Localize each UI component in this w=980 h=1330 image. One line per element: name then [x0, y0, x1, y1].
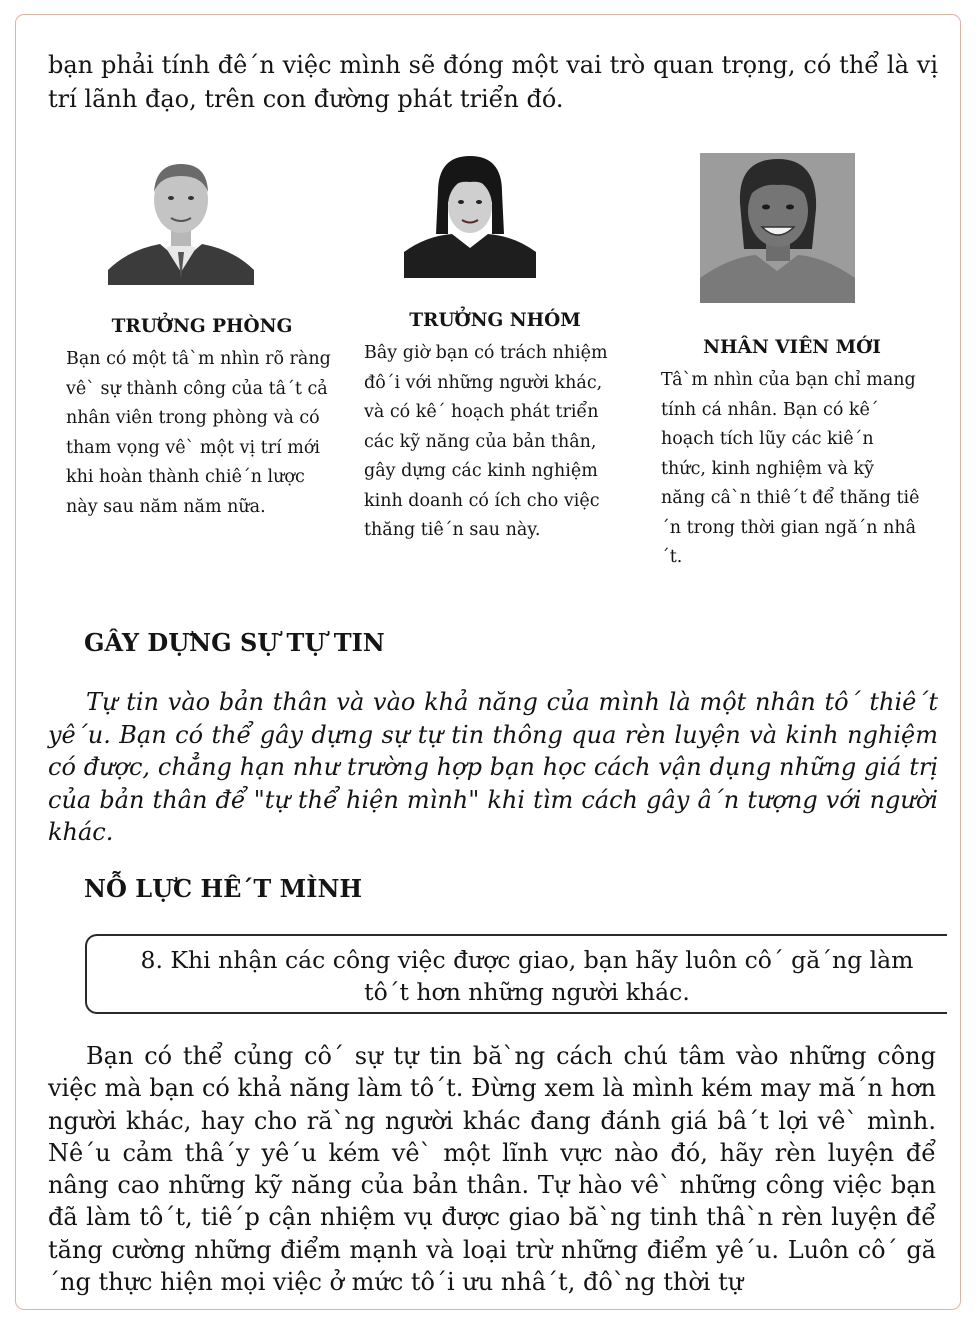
role-title: TRƯỞNG NHÓM: [409, 310, 581, 331]
effort-paragraph: Bạn có thể củng cô´ sự tự tin bă`ng cách chú tâm vào những công việc mà bạn có khả năng làm tô´t. Đừng xem là mình kém may mă´n hơn người khác, hay cho ră`ng người khác đang đánh giá bâ´t lợi vê` mình. Nê´u cảm thâ´y yê´u kém vê` một lĩnh vực nào đó, hãy rèn luyện để nâng cao những kỹ năng của bản thân. Tự hào vê` những công việc bạn đã làm tô´t, tiê´p cận nhiệm vụ được giao bă`ng tinh thâ`n rèn luyện để tăng cường những điểm mạnh và loại trừ những điểm yê´u. Luôn cô´ gă´ng thực hiện mọi việc ở mức tô´i ưu nhâ´t, đô`ng thời tự: [48, 1042, 936, 1297]
section-heading-confidence: GÂY DỰNG SỰ TỰ TIN: [84, 628, 385, 657]
intro-paragraph: bạn phải tính đê´n việc mình sẽ đóng một vai trò quan trọng, có thể là vị trí lãnh đạo, trên con đường phát triển đó.: [48, 51, 938, 113]
section-heading-effort: NỖ LỰC HÊ´T MÌNH: [84, 874, 363, 903]
new-employee-photo: [700, 153, 855, 303]
role-team-leader: [364, 310, 626, 546]
manager-photo: [108, 152, 254, 285]
confidence-paragraph: Tự tin vào bản thân và vào khả năng của mình là một nhân tô´ thiê´t yê´u. Bạn có thể gây dựng sự tự tin thông qua rèn luyện và kinh nghiệm có được, chẳng hạn như trường hợp bạn học cách vận dụng những giá trị của bản thân để "tự thể hiện mình" khi tìm cách gây â´n tượng với người khác.: [48, 688, 938, 846]
team-leader-photo: [404, 152, 536, 278]
manager-portrait-image: [108, 152, 254, 285]
role-description: Bây giờ bạn có trách nhiệm đô´i với những người khác, và có kê´ hoạch phát triển các kỹ năng của bản thân, gây dựng các kinh nghiệm kinh doanh có ích cho việc thăng tiê´n sau này.: [364, 343, 608, 540]
role-title: NHÂN VIÊN MỚI: [703, 337, 881, 358]
team-leader-portrait-image: [404, 152, 536, 278]
role-manager: [66, 316, 338, 522]
tip-callout-box: [85, 934, 947, 1014]
tip-callout-text: 8. Khi nhận các công việc được giao, bạn hãy luôn cô´ gă´ng làm tô´t hơn những người khác.: [140, 946, 914, 1006]
role-description: Tâ`m nhìn của bạn chỉ mang tính cá nhân. Bạn có kê´ hoạch tích lũy các kiê´n thức, kinh nghiệm và kỹ năng câ`n thiê´t để thăng tiê´n trong thời gian ngă´n nhâ´t.: [661, 370, 920, 567]
role-new-employee: [661, 337, 923, 573]
role-description: Bạn có một tâ`m nhìn rõ ràng vê` sự thành công của tâ´t cả nhân viên trong phòng và có tham vọng vê` một vị trí mới khi hoàn thành chiê´n lược này sau năm năm nữa.: [66, 349, 331, 517]
role-title: TRƯỞNG PHÒNG: [111, 316, 293, 337]
new-employee-portrait-image: [700, 153, 855, 303]
